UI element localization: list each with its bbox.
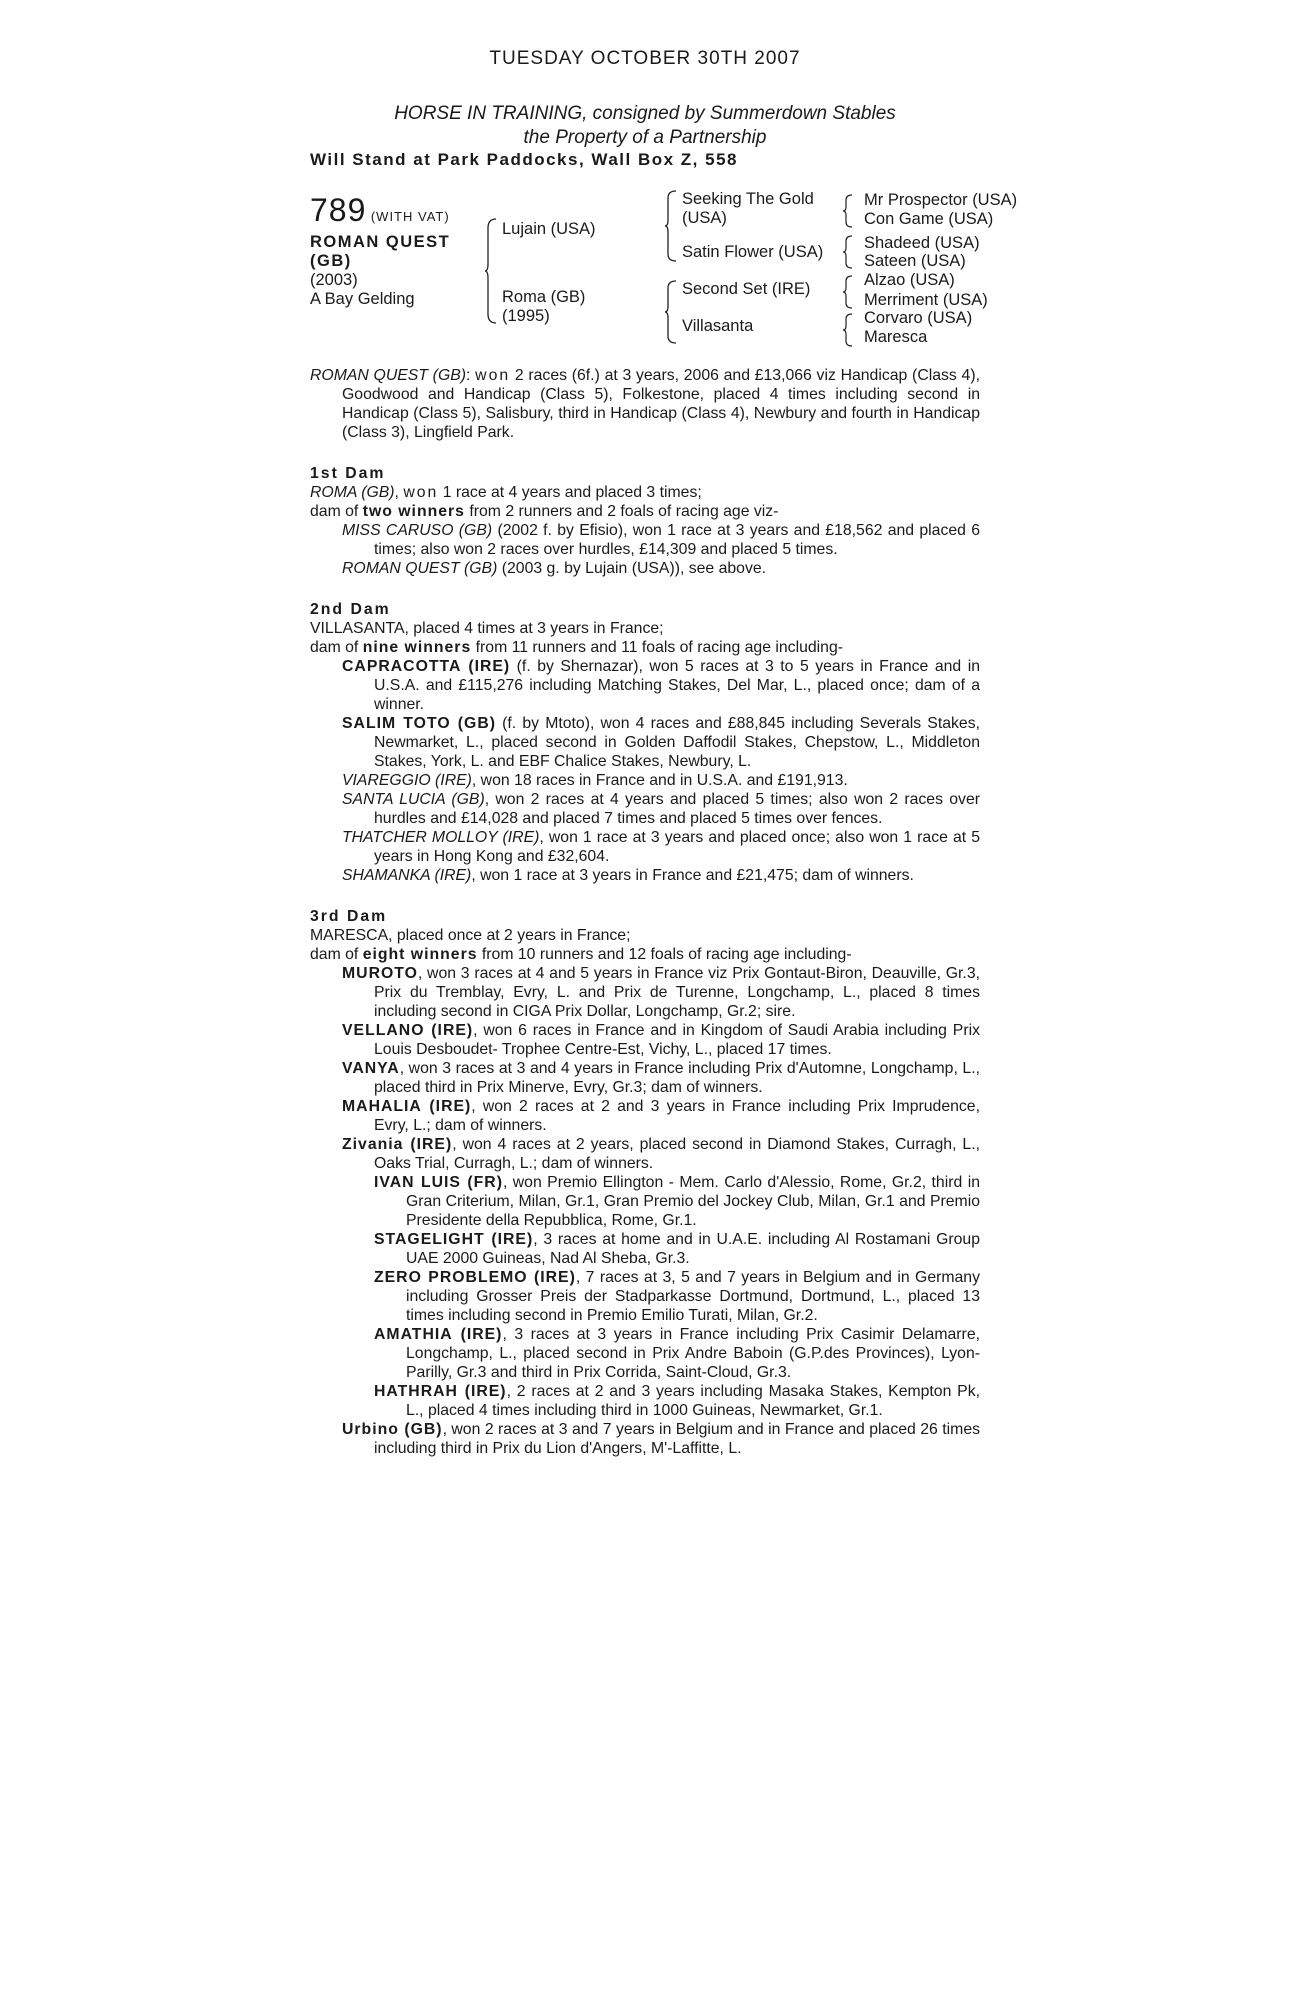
produce-record: , won 3 races at 4 and 5 years in France viz Prix Gontaut-Biron, Deauville, Gr.3, Prix du Tremblay, Evry, L. and Prix de Turenne, Longchamp, L., placed 8 times including second in CIGA Prix Dollar, Longchamp, Gr.2; sire. (374, 965, 980, 1020)
produce-record: , 3 races at home and in U.A.E. including Al Rostamani Group UAE 2000 Guineas, Nad Al Sheba, Gr.3. (406, 1231, 980, 1267)
produce-entry (310, 771, 980, 790)
vat-note: (WITH VAT) (370, 209, 450, 224)
foaling-year: (2003) (310, 271, 358, 289)
first-dam-line: ROMA (GB), won 1 race at 4 years and placed 3 times; (310, 484, 702, 501)
produce-record: , 7 races at 3, 5 and 7 years in Belgium and in Germany including Grosser Preis der Stadparkasse Dortmund, Dortmund, L., placed 13 times including second in Premio Emilio Turati, Milan, Gr.2. (406, 1269, 980, 1324)
produce-name: VELLANO (IRE) (342, 1022, 474, 1039)
text-span: from 11 runners and 11 foals of racing age including- (471, 639, 843, 656)
produce-record: (f. by Shernazar), won 5 races at 3 to 5 years in France and in U.S.A. and £115,276 including Matching Stakes, Del Mar, L., placed once; dam of a winner. (374, 658, 980, 713)
pedigree-brace (842, 235, 854, 269)
produce-entry (310, 828, 980, 866)
won-word: won (403, 484, 439, 501)
won-word: won (475, 367, 511, 384)
produce-name: MISS CARUSO (GB) (342, 522, 493, 539)
stand-line: Will Stand at Park Paddocks, Wall Box Z, 558 (310, 150, 738, 169)
produce-name: MUROTO (342, 965, 418, 982)
grand-produce-entry (310, 1230, 980, 1268)
first-dam-heading: 1st Dam (310, 465, 386, 482)
produce-record: , won Premio Ellington - Mem. Carlo d'Alessio, Rome, Gr.2, third in Gran Criterium, Milan, Gr.1, Gran Premio del Jockey Club, Milan, Gr.1 and Premio Presidente della Repubblica, Rome, Gr.1. (406, 1174, 980, 1229)
first-dam-produce-line (310, 502, 980, 521)
third-dam-line: MARESCA, placed once at 2 years in France; (310, 927, 631, 944)
second-dam-line: VILLASANTA, placed 4 times at 3 years in France; (310, 620, 664, 637)
pedigree-brace (664, 280, 678, 344)
race-record (310, 366, 980, 1458)
produce-record: , won 18 races in France and in U.S.A. and £191,913. (471, 772, 848, 789)
text-span: dam of (310, 639, 363, 656)
intro-paragraph: ROMAN QUEST (GB): won 2 races (6f.) at 3 years, 2006 and £13,066 viz Handicap (Class 4), Goodwood and Handicap (Class 5), Folkestone, placed 4 times including second in Handicap (Class 5), Salisbury, third in Handicap (Class 4), Newbury and fourth in Handicap (Class 3), Lingfield Park. (310, 367, 980, 441)
produce-name: AMATHIA (IRE) (374, 1326, 503, 1343)
sire-dam-dam: Sateen (USA) (864, 252, 966, 270)
produce-entry (310, 1021, 980, 1059)
produce-record: (f. by Mtoto), won 4 races and £88,845 including Severals Stakes, Newmarket, L., placed second in Golden Daffodil Stakes, Chepstow, L., Middleton Stakes, York, L. and EBF Chalice Stakes, Newbury, L. (374, 715, 980, 770)
produce-record: (2002 f. by Efisio), won 1 race at 3 years and £18,562 and placed 6 times; also won 2 races over hurdles, £14,309 and placed 5 times. (374, 522, 980, 558)
property-line: the Property of a Partnership (523, 127, 767, 148)
produce-entry (310, 866, 980, 885)
horse-name-ref: ROMAN QUEST (GB) (310, 367, 467, 384)
pedigree-brace (664, 190, 678, 262)
produce-record: , won 2 races at 3 and 7 years in Belgium and in France and placed 26 times including third in Prix du Lion d'Angers, M'-Laffitte, L. (374, 1421, 981, 1457)
horse-origin: (GB) (310, 252, 352, 270)
pedigree-brace (842, 194, 854, 228)
produce-record: , won 3 races at 3 and 4 years in France including Prix d'Automne, Longchamp, L., placed third in Prix Minerve, Evry, Gr.3; dam of winners. (374, 1060, 980, 1096)
produce-name: SHAMANKA (IRE) (342, 867, 472, 884)
produce-name: VIAREGGIO (IRE) (342, 772, 472, 789)
third-dam-produce-line (310, 945, 980, 964)
produce-entry (310, 1059, 980, 1097)
produce-entry (310, 964, 980, 1021)
sire-sire-origin: (USA) (682, 209, 727, 227)
second-dam-produce-line (310, 638, 980, 657)
dam-dam: Villasanta (682, 317, 754, 335)
produce-name: THATCHER MOLLOY (IRE) (342, 829, 540, 846)
winners-count: two winners (362, 503, 465, 520)
sire: Lujain (USA) (502, 220, 596, 238)
produce-name: SALIM TOTO (GB) (342, 715, 496, 732)
horse-description: A Bay Gelding (310, 290, 415, 308)
horse-name: ROMAN QUEST (310, 233, 451, 251)
produce-entry (310, 1420, 980, 1458)
grand-produce-entry (310, 1382, 980, 1420)
sale-date: TUESDAY OCTOBER 30TH 2007 (489, 48, 801, 69)
dam-sire-sire: Alzao (USA) (864, 271, 955, 289)
dam-sire-dam: Merriment (USA) (864, 291, 988, 309)
pedigree-brace (842, 313, 854, 347)
produce-name: CAPRACOTTA (IRE) (342, 658, 511, 675)
dam: Roma (GB) (502, 288, 586, 306)
sire-sire-dam: Con Game (USA) (864, 210, 994, 228)
produce-entry (310, 657, 980, 714)
text-span: from 2 runners and 2 foals of racing age viz- (464, 503, 779, 520)
produce-entry (310, 790, 980, 828)
grand-produce-entry (310, 1268, 980, 1325)
produce-name: MAHALIA (IRE) (342, 1098, 472, 1115)
lot-number: 789 (310, 192, 367, 228)
intro-text: 2 races (6f.) at 3 years, 2006 and £13,066 viz Handicap (Class 4), Goodwood and Handicap (Class 5), Folkestone, placed 4 times including second in Handicap (Class 5), Salisbury, third in Handicap (Class 4), Newbury and fourth in Handicap (Class 3), Lingfield Park. (342, 367, 980, 441)
produce-entry (310, 1135, 980, 1173)
produce-record: , won 6 races in France and in Kingdom of Saudi Arabia including Prix Louis Desboudet- Trophee Centre-Est, Vichy, L., placed 17 times. (374, 1022, 980, 1058)
grand-produce-entry (310, 1325, 980, 1382)
dam-dam-dam: Maresca (864, 328, 928, 346)
produce-record: , won 4 races at 2 years, placed second in Diamond Stakes, Curragh, L., Oaks Trial, Curragh, L.; dam of winners. (374, 1136, 980, 1172)
produce-name: VANYA (342, 1060, 400, 1077)
lot-number-row (310, 192, 450, 229)
sire-dam-sire: Shadeed (USA) (864, 234, 980, 252)
produce-name: HATHRAH (IRE) (374, 1383, 507, 1400)
dam-name: ROMA (GB) (310, 484, 395, 501)
produce-record: , won 1 race at 3 years and placed once; also won 1 race at 5 years in Hong Kong and £32,604. (374, 829, 980, 865)
sire-sire-sire: Mr Prospector (USA) (864, 191, 1018, 209)
produce-record: , won 1 race at 3 years in France and £21,475; dam of winners. (471, 867, 914, 884)
produce-entry (310, 559, 980, 578)
produce-record: , won 2 races at 4 years and placed 5 times; also won 2 races over hurdles and £14,028 and placed 7 times and placed 5 times over fences. (374, 791, 980, 827)
third-dam-heading: 3rd Dam (310, 908, 388, 925)
produce-record: , 3 races at 3 years in France including Prix Casimir Delamarre, Longchamp, L., placed second in Prix Andre Baboin (G.P.des Provinces), Lyon-Parilly, Gr.3 and third in Prix Corrida, Saint-Cloud, Gr.3. (406, 1326, 980, 1381)
grand-produce-entry (310, 1173, 980, 1230)
produce-name: STAGELIGHT (IRE) (374, 1231, 534, 1248)
produce-entry (310, 521, 980, 559)
produce-record: (2003 g. by Lujain (USA)), see above. (497, 560, 767, 577)
winners-count: nine winners (362, 639, 472, 656)
produce-name: SANTA LUCIA (GB) (342, 791, 485, 808)
dam-year: (1995) (502, 307, 550, 325)
produce-name: ROMAN QUEST (GB) (342, 560, 498, 577)
sire-sire: Seeking The Gold (682, 190, 814, 208)
text-span: from 10 runners and 12 foals of racing age including- (477, 946, 852, 963)
produce-record: , 2 races at 2 and 3 years including Masaka Stakes, Kempton Pk, L., placed 4 times including third in 1000 Guineas, Newmarket, Gr.1. (406, 1383, 980, 1419)
produce-name: ZERO PROBLEMO (IRE) (374, 1269, 576, 1286)
produce-record: , won 2 races at 2 and 3 years in France including Prix Imprudence, Evry, L.; dam of winners. (374, 1098, 980, 1134)
text-span: dam of (310, 503, 363, 520)
second-dam-heading: 2nd Dam (310, 601, 391, 618)
sire-dam: Satin Flower (USA) (682, 243, 824, 261)
produce-entry (310, 1097, 980, 1135)
consignor-line: HORSE IN TRAINING, consigned by Summerdown Stables (394, 103, 896, 124)
winners-count: eight winners (362, 946, 478, 963)
produce-name: IVAN LUIS (FR) (374, 1174, 503, 1191)
pedigree-brace (842, 275, 854, 309)
produce-name: Zivania (IRE) (342, 1136, 453, 1153)
dam-record: 1 race at 4 years and placed 3 times; (438, 484, 702, 501)
dam-sire: Second Set (IRE) (682, 280, 811, 298)
produce-name: Urbino (GB) (342, 1421, 443, 1438)
produce-entry (310, 714, 980, 771)
pedigree-brace (484, 218, 498, 324)
dam-dam-sire: Corvaro (USA) (864, 309, 973, 327)
text-span: dam of (310, 946, 363, 963)
